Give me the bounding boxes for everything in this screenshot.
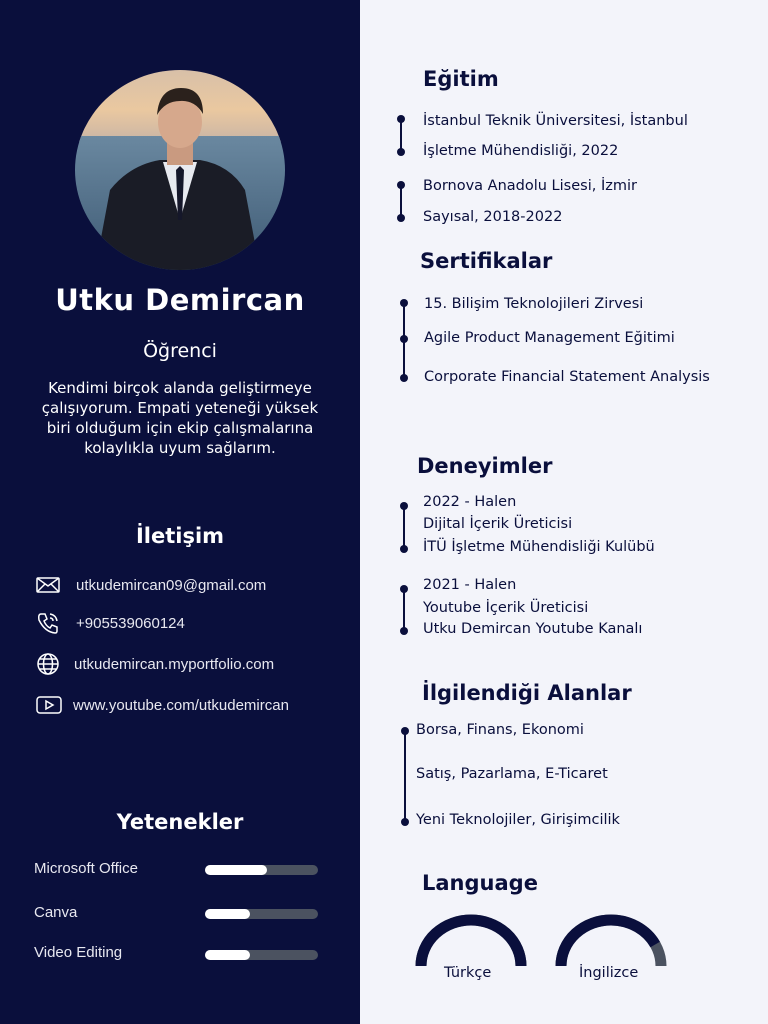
contact-phone-text: +905539060124 (76, 614, 185, 632)
language-label: Türkçe (444, 965, 492, 981)
interest-item: Satış, Pazarlama, E-Ticaret (416, 766, 608, 782)
timeline-dot (400, 627, 408, 635)
left-sidebar (0, 0, 360, 1024)
skill-bar-fill (205, 909, 250, 919)
profile-about: Kendimi birçok alanda geliştirmeye çalışıyorum. Empati yeteneği yüksek biri olduğum için ekip çalışmalarına kolaylıkla uyum sağlarım. (41, 379, 319, 457)
skill-label: Microsoft Office (34, 860, 138, 877)
timeline-dot (397, 214, 405, 222)
certificate-item: 15. Bilişim Teknolojileri Zirvesi (424, 296, 644, 312)
certificate-item: Agile Product Management Eğitimi (424, 330, 675, 346)
timeline-dot (397, 181, 405, 189)
certificates-heading: Sertifikalar (420, 249, 553, 273)
skill-bar (205, 865, 318, 875)
contact-email-text: utkudemircan09@gmail.com (76, 576, 267, 594)
skill-label: Video Editing (34, 944, 123, 961)
interest-item: Yeni Teknolojiler, Girişimcilik (416, 812, 620, 828)
main-content (360, 0, 768, 1024)
skill-bar-fill (205, 865, 267, 875)
timeline-line (403, 589, 405, 631)
experience-title: Dijital İçerik Üreticisi (423, 516, 573, 532)
contact-heading: İletişim (135, 524, 225, 548)
experience-date: 2022 - Halen (423, 494, 517, 510)
experience-date: 2021 - Halen (423, 577, 517, 593)
contact-youtube[interactable] (36, 693, 289, 717)
timeline-line (403, 506, 405, 549)
language-heading: Language (422, 871, 538, 895)
language-label: İngilizce (579, 965, 639, 981)
profile-role: Öğrenci (143, 340, 217, 362)
skill-bar (205, 909, 318, 919)
phone-icon (36, 611, 60, 635)
contact-website-text: utkudemircan.myportfolio.com (74, 655, 275, 673)
skill-bar (205, 950, 318, 960)
timeline-dot (400, 299, 408, 307)
timeline-dot (400, 335, 408, 343)
timeline-dot (400, 502, 408, 510)
timeline-dot (400, 585, 408, 593)
skills-heading: Yetenekler (116, 810, 244, 834)
certificate-item: Corporate Financial Statement Analysis (424, 369, 710, 385)
gauge-fill (421, 920, 521, 966)
skill-label: Canva (34, 904, 78, 921)
education-heading: Eğitim (423, 67, 499, 91)
experience-title: Youtube İçerik Üreticisi (423, 600, 589, 616)
experience-org: İTÜ İşletme Mühendisliği Kulübü (423, 539, 655, 555)
mail-icon (36, 573, 60, 597)
interests-heading: İlgilendiği Alanlar (422, 681, 632, 705)
education-school: Bornova Anadolu Lisesi, İzmir (423, 178, 637, 194)
profile-photo (75, 70, 285, 270)
gauge-fill (561, 920, 661, 966)
timeline-dot (401, 818, 409, 826)
education-degree: İşletme Mühendisliği, 2022 (423, 143, 619, 159)
timeline-line (404, 732, 406, 822)
experience-heading: Deneyimler (417, 454, 553, 478)
education-degree: Sayısal, 2018-2022 (423, 209, 563, 225)
skill-bar-fill (205, 950, 250, 960)
timeline-dot (400, 374, 408, 382)
experience-org: Utku Demircan Youtube Kanalı (423, 621, 643, 637)
contact-youtube-text: www.youtube.com/utkudemircan (73, 696, 289, 714)
education-school: İstanbul Teknik Üniversitesi, İstanbul (423, 113, 688, 129)
interest-item: Borsa, Finans, Ekonomi (416, 722, 584, 738)
contact-email[interactable] (36, 573, 266, 597)
contact-website[interactable] (36, 652, 274, 676)
profile-name: Utku Demircan (55, 283, 305, 317)
timeline-dot (397, 115, 405, 123)
timeline-dot (401, 727, 409, 735)
globe-icon (36, 652, 60, 676)
timeline-dot (397, 148, 405, 156)
contact-phone[interactable] (36, 611, 185, 635)
youtube-icon (36, 693, 60, 717)
timeline-dot (400, 545, 408, 553)
